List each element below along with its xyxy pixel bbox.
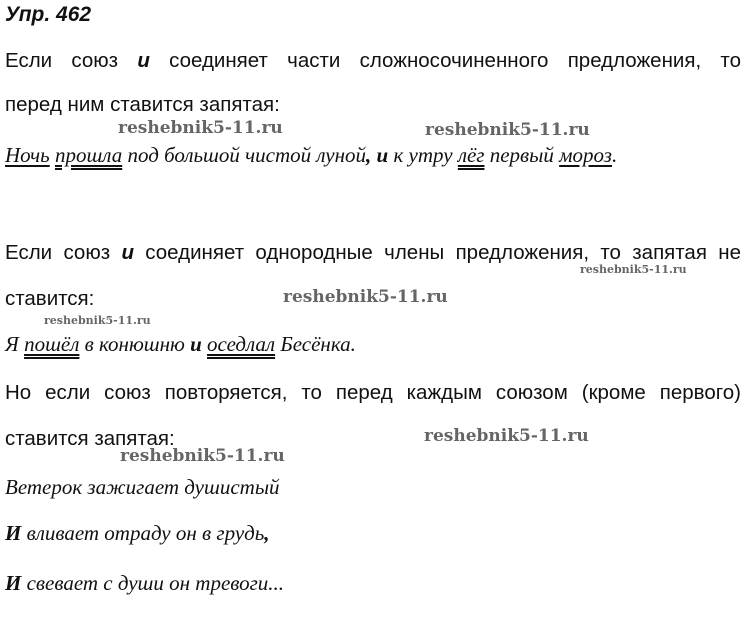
ex1-period: . bbox=[611, 143, 618, 167]
poem-line2 bbox=[5, 520, 270, 546]
rule3-line1: Но если союз повторяется, то перед каждым союзом (кроме первого) bbox=[5, 381, 741, 404]
exercise-title: Упр. 462 bbox=[5, 3, 92, 26]
ex1-predicate-proshla: прошла bbox=[54, 143, 123, 167]
ex1-subject-noch: Ночь bbox=[5, 143, 50, 167]
poem-line1: Ветерок зажигает душистый bbox=[5, 475, 280, 499]
ex1-comma-conj: , и bbox=[366, 143, 389, 167]
watermark: reshebnik5-11.ru bbox=[425, 120, 590, 140]
rule3-line2: ставится запятая: bbox=[5, 427, 175, 450]
example2 bbox=[5, 331, 356, 357]
rule1-conj: и bbox=[137, 49, 150, 72]
ex1-predicate-leg: лёг bbox=[457, 143, 485, 167]
rule1-line1 bbox=[5, 48, 741, 74]
ex2-text2: Бесёнка. bbox=[275, 332, 356, 356]
watermark: reshebnik5-11.ru bbox=[580, 263, 687, 276]
example1 bbox=[5, 142, 617, 168]
rule2-text-a: Если союз bbox=[5, 241, 122, 264]
ex1-subject-moroz: мороз bbox=[559, 143, 612, 167]
ex2-predicate-osedlal: оседлал bbox=[207, 332, 276, 356]
ex2-predicate-poshel: пошёл bbox=[24, 332, 80, 356]
ex2-subject-ya: Я bbox=[5, 332, 25, 356]
rule2-conj: и bbox=[121, 241, 134, 264]
rule1-text-b: соединяет части сложносочиненного предложения, то bbox=[149, 49, 741, 72]
rule2-line2: ставится: bbox=[5, 287, 95, 310]
watermark: reshebnik5-11.ru bbox=[118, 118, 283, 138]
watermark: reshebnik5-11.ru bbox=[424, 426, 589, 446]
watermark: reshebnik5-11.ru bbox=[120, 446, 285, 466]
rule2-text-b: соединяет однородные члены предложения, то запятая не bbox=[133, 241, 741, 264]
watermark: reshebnik5-11.ru bbox=[283, 287, 448, 307]
poem-line2-conj: И bbox=[5, 521, 22, 545]
rule1-line2: перед ним ставится запятая: bbox=[5, 93, 280, 116]
ex1-text2: к утру bbox=[388, 143, 458, 167]
watermark: reshebnik5-11.ru bbox=[44, 314, 151, 327]
poem-line3-text: свевает с души он тревоги... bbox=[21, 571, 285, 595]
poem-line2-comma: , bbox=[264, 521, 270, 545]
ex1-text: под большой чистой луной bbox=[122, 143, 367, 167]
poem-line2-text: вливает отраду он в грудь bbox=[21, 521, 265, 545]
poem-line3 bbox=[5, 570, 284, 596]
poem-line3-conj: И bbox=[5, 571, 22, 595]
ex2-text: в конюшню bbox=[79, 332, 191, 356]
ex2-conj: и bbox=[190, 332, 202, 356]
rule1-text-a: Если союз bbox=[5, 49, 138, 72]
ex1-text3: первый bbox=[484, 143, 560, 167]
